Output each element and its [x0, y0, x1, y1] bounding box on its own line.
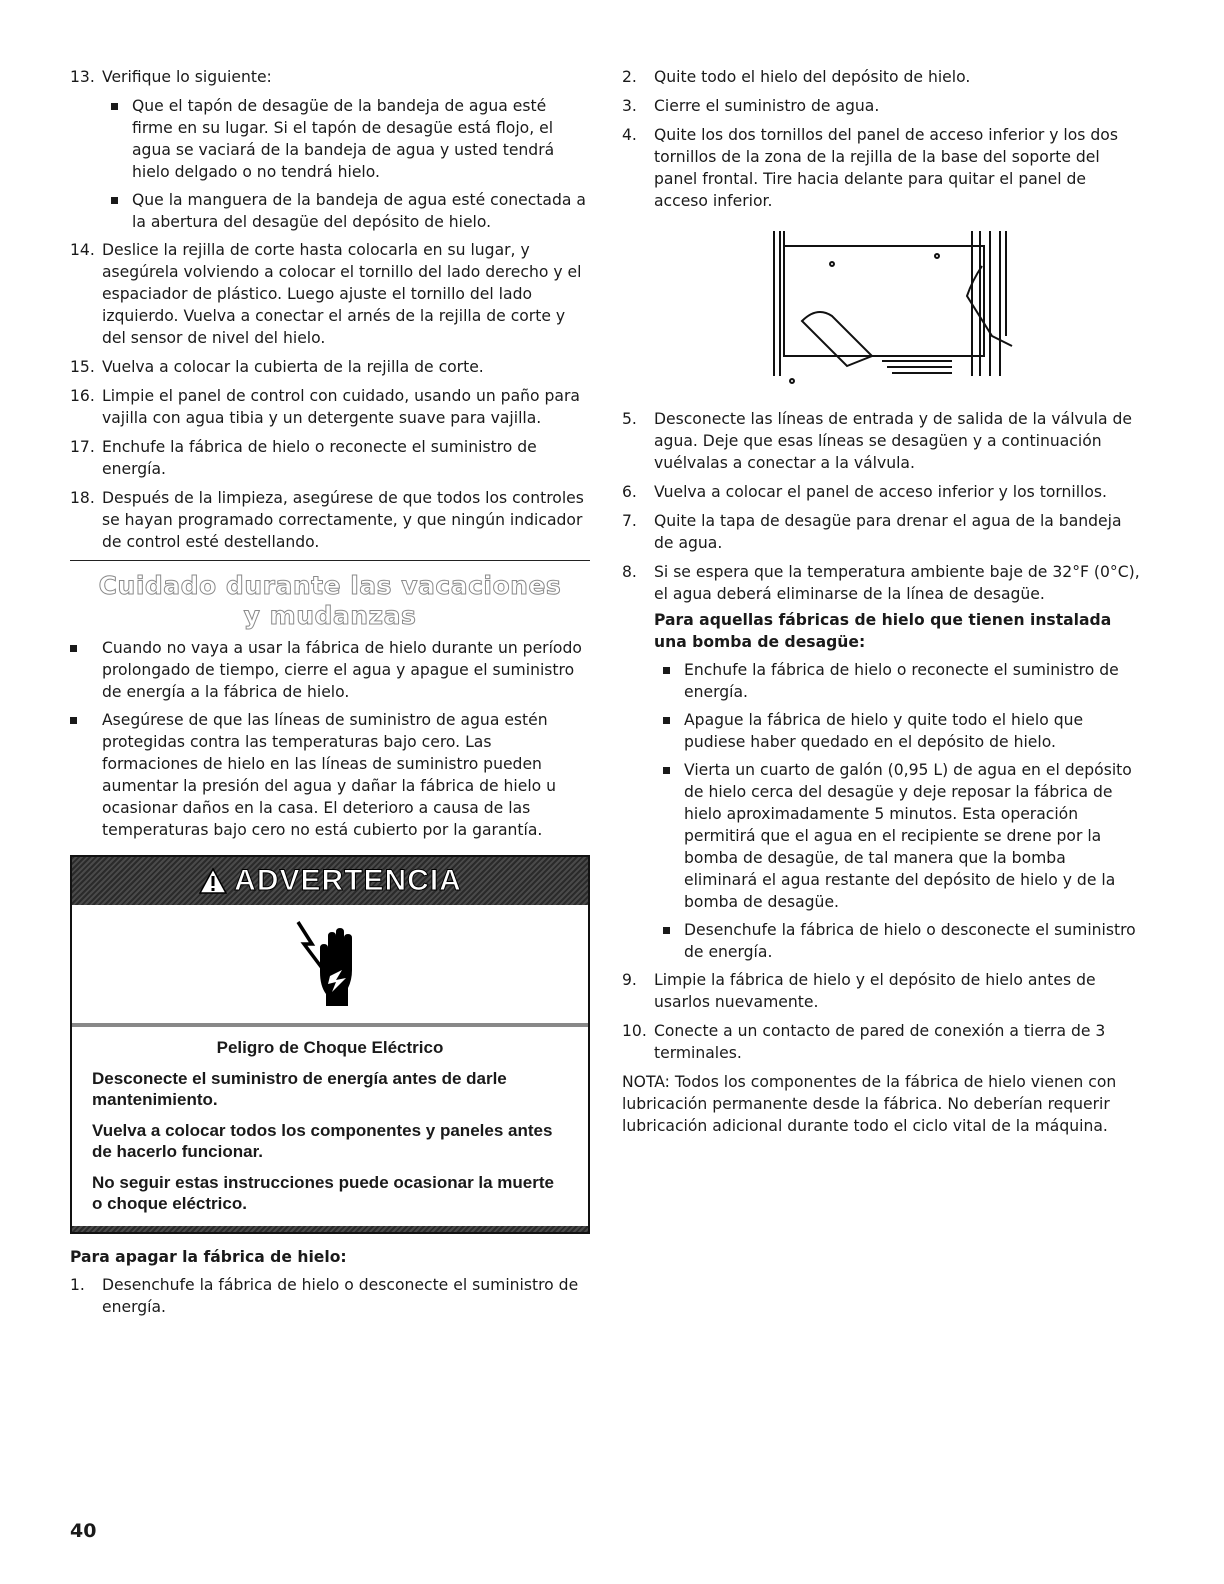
drain-pump-heading: Para aquellas fábricas de hielo que tienen instalada una bomba de desagüe: — [654, 611, 1112, 651]
step-17: 17. Enchufe la fábrica de hielo o reconecte el suministro de energía. — [70, 438, 537, 478]
page-number: 40 — [70, 1520, 97, 1542]
step-3: 3. Cierre el suministro de agua. — [622, 97, 880, 115]
warning-title: ADVERTENCIA — [234, 864, 462, 897]
step-15: 15. Vuelva a colocar la cubierta de la rejilla de corte. — [70, 358, 484, 376]
bullet-water-hose: Que la manguera de la bandeja de agua esté conectada a la abertura del desagüe del depósito de hielo. — [70, 189, 590, 233]
step-8: 8. Si se espera que la temperatura ambiente baje de 32°F (0°C), el agua deberá eliminarse de la línea de desagüe. — [622, 563, 1140, 603]
warning-body — [72, 1027, 588, 1226]
warning-footer — [72, 1226, 588, 1232]
warning-triangle-icon — [198, 867, 228, 895]
section-title: Cuidado durante las vacaciones y mudanzas — [98, 571, 562, 630]
section-divider — [70, 560, 590, 561]
warning-header — [72, 857, 588, 905]
turn-off-heading: Para apagar la fábrica de hielo: — [70, 1248, 347, 1266]
left-column — [70, 66, 590, 1325]
access-panel-illustration — [762, 226, 1142, 392]
warning-text-3: No seguir estas instrucciones puede ocasionar la muerte o choque eléctrico. — [92, 1173, 554, 1213]
right-column — [622, 66, 1142, 1137]
pump-bullet-3: Vierta un cuarto de galón (0,95 L) de agua en el depósito de hielo cerca del desagüe y deje reposar la fábrica de hielo aproximadamente 5 minutos. Esta operación permitirá que el agua en el recipiente se drene por la bomba de desagüe, de tal manera que la bomba eliminará el agua restante del depósito de hielo y de la bomba de desagüe. — [622, 759, 1142, 913]
vacation-bullet-1: Cuando no vaya a usar la fábrica de hielo durante un período prolongado de tiempo, cierre el agua y apague el suministro de energía a la fábrica de hielo. — [70, 637, 590, 703]
pump-bullet-1: Enchufe la fábrica de hielo o reconecte el suministro de energía. — [622, 659, 1142, 703]
vacation-bullet-2: Asegúrese de que las líneas de suministro de agua estén protegidas contra las temperaturas bajo cero. Las formaciones de hielo en las líneas de suministro pueden aumentar la presión del agua y dañar la fábrica de hielo u ocasionar daños en la casa. El deterioro a causa de las temperaturas bajo cero no está cubierto por la garantía. — [70, 709, 590, 841]
step-6: 6. Vuelva a colocar el panel de acceso inferior y los tornillos. — [622, 483, 1108, 501]
step-4: 4. Quite los dos tornillos del panel de acceso inferior y los dos tornillos de la zona de la rejilla de la base del soporte del panel frontal. Tire hacia delante para quitar el panel de acceso inferior. — [622, 126, 1118, 210]
note-paragraph: NOTA: Todos los componentes de la fábrica de hielo vienen con lubricación permanente desde la fábrica. No deberían requerir lubricación adicional durante todo el ciclo vital de la máquina. — [622, 1073, 1117, 1135]
step-2: 2. Quite todo el hielo del depósito de hielo. — [622, 68, 971, 86]
step-16: 16. Limpie el panel de control con cuidado, usando un paño para vajilla con agua tibia y un detergente suave para vajilla. — [70, 387, 580, 427]
note-label: NOTA: — [622, 1073, 670, 1091]
step-18: 18. Después de la limpieza, asegúrese de que todos los controles se hayan programado correctamente, y que ningún indicador de control esté destellando. — [70, 489, 584, 551]
warning-box — [70, 855, 590, 1234]
electric-shock-hand-icon — [72, 905, 588, 1027]
bullet-drain-plug: Que el tapón de desagüe de la bandeja de agua esté firme en su lugar. Si el tapón de desagüe está flojo, el agua se vaciará de la bandeja de agua y usted tendrá hielo delgado o no tendrá hielo. — [70, 95, 590, 183]
pump-bullet-4: Desenchufe la fábrica de hielo o desconecte el suministro de energía. — [622, 919, 1142, 963]
step-5: 5. Desconecte las líneas de entrada y de salida de la válvula de agua. Deje que esas líneas se desagüen y a continuación vuélvalas a conectar a la válvula. — [622, 410, 1132, 472]
step-10: 10. Conecte a un contacto de pared de conexión a tierra de 3 terminales. — [622, 1022, 1106, 1062]
step-14: 14. Deslice la rejilla de corte hasta colocarla en su lugar, y asegúrela volviendo a colocar el tornillo del lado derecho y el espaciador de plástico. Luego ajuste el tornillo del lado izquierdo. Vuelva a conectar el arnés de la rejilla de corte y del sensor de nivel del hielo. — [70, 241, 582, 347]
turn-off-step-1: 1. Desenchufe la fábrica de hielo o desconecte el suministro de energía. — [70, 1276, 579, 1316]
warning-text-1: Desconecte el suministro de energía antes de darle mantenimiento. — [92, 1069, 507, 1109]
pump-bullet-2: Apague la fábrica de hielo y quite todo el hielo que pudiese haber quedado en el depósito de hielo. — [622, 709, 1142, 753]
step-9: 9. Limpie la fábrica de hielo y el depósito de hielo antes de usarlos nuevamente. — [622, 971, 1096, 1011]
hazard-label: Peligro de Choque Eléctrico — [216, 1038, 444, 1057]
warning-text-2: Vuelva a colocar todos los componentes y paneles antes de hacerlo funcionar. — [92, 1121, 553, 1161]
step-7: 7. Quite la tapa de desagüe para drenar el agua de la bandeja de agua. — [622, 512, 1122, 552]
step-13: 13. Verifique lo siguiente: — [70, 68, 272, 86]
